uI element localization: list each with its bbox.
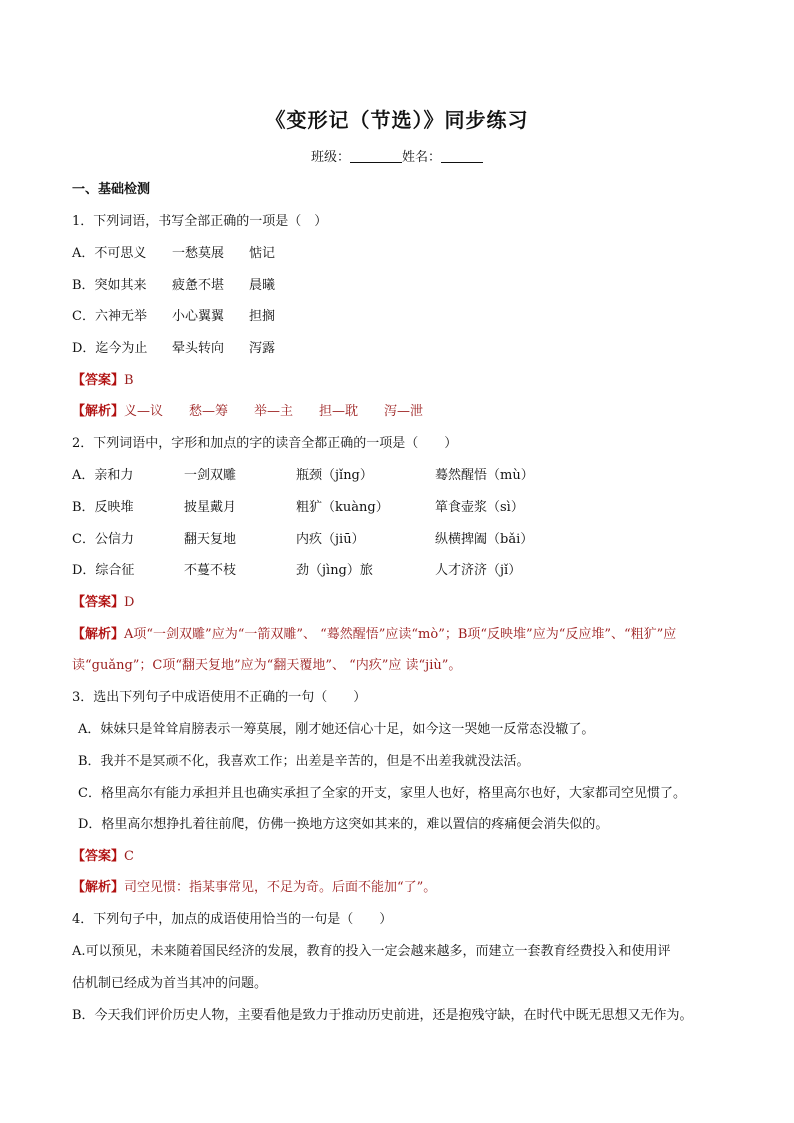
q1-option-a-w3: 惦记: [249, 246, 276, 261]
q1-stem: 1．下列词语，书写全部正确的一项是（ ）: [72, 214, 328, 229]
q1-option-a-w1: A．不可思义: [72, 246, 147, 261]
analysis-label: 【解析】: [72, 627, 125, 642]
q2-option-b-w1: B．反映堆: [72, 500, 134, 515]
answer-label: 【答案】: [72, 595, 125, 610]
answer-label: 【答案】: [72, 849, 125, 864]
name-blank: [441, 162, 483, 163]
q2-option-b-w4: 箪食壶浆（sì）: [435, 500, 524, 515]
q2-option-d-w1: D．综合征: [72, 563, 135, 578]
q1-option-a-w2: 一愁莫展: [172, 246, 225, 261]
q1-option-d-w1: D．迄今为止: [72, 341, 148, 356]
q1-option-d-w2: 晕头转向: [172, 341, 225, 356]
q2-option-d-w4: 人才济济（jǐ）: [435, 563, 522, 578]
q2-option-a-w3: 瓶颈（jǐng）: [296, 468, 373, 483]
q2-option-d-w2: 不蔓不枝: [184, 563, 237, 578]
name-label: 姓名：: [402, 150, 442, 165]
q3-option-b: B．我并不是冥顽不化，我喜欢工作；出差是辛苦的，但是不出差我就没法活。: [78, 754, 530, 769]
q2-stem: 2．下列词语中，字形和加点的字的读音全都正确的一项是（ ）: [72, 436, 458, 451]
q1-option-b-w1: B．突如其来: [72, 278, 147, 293]
q1-option-c-w3: 担搁: [249, 309, 276, 324]
q3-answer: [72, 845, 134, 864]
q2-option-c-w1: C．公信力: [72, 532, 134, 547]
q3-stem: 3．选出下列句子中成语使用不正确的一句（ ）: [72, 690, 367, 705]
q1-option-b-w2: 疲惫不堪: [172, 278, 225, 293]
q3-analysis: [72, 876, 436, 895]
q1-option-b-w3: 晨曦: [249, 278, 276, 293]
q1-option-c-w1: C．六神无举: [72, 309, 147, 324]
q4-option-b: B．今天我们评价历史人物，主要看他是致力于推动历史前进，还是抱残守缺，在时代中既无思想又无作为。: [72, 1008, 693, 1023]
q1-option-c-w2: 小心翼翼: [172, 309, 225, 324]
q2-option-b-w2: 披星戴月: [184, 500, 237, 515]
q2-option-d-w3: 劲（jìng）旅: [296, 563, 373, 578]
q3-option-a: A．妹妹只是耸耸肩膀表示一筹莫展，刚才她还信心十足，如今这一哭她一反常态没辙了。: [78, 722, 595, 737]
q4-option-a: A.可以预见，未来随着国民经济的发展，教育的投入一定会越来越多，而建立一套教育经费投入和使用评: [72, 944, 671, 959]
answer-value: B: [124, 373, 134, 388]
page-title: 《变形记（节选）》同步练习: [265, 108, 529, 132]
answer-value: C: [124, 849, 134, 864]
q2-option-a-w2: 一剑双雕: [184, 468, 237, 483]
analysis-label: 【解析】: [72, 880, 125, 895]
q3-option-d: D．格里高尔想挣扎着往前爬，仿佛一换地方这突如其来的，难以置信的疼痛便会消失似的。: [78, 817, 609, 832]
q2-analysis: [72, 623, 676, 642]
q2-analysis-cont: 读“guǎng”；C项“翻天复地”应为“翻天覆地”、 “内疚”应 读“jiù”。: [72, 658, 462, 673]
q2-option-c-w2: 翻天复地: [184, 532, 237, 547]
q2-option-a-w1: A．亲和力: [72, 468, 134, 483]
answer-value: D: [124, 595, 135, 610]
q2-option-c-w4: 纵横捭阖（bǎi）: [435, 532, 534, 547]
q2-option-a-w4: 蓦然醒悟（mù）: [435, 468, 534, 483]
analysis-label: 【解析】: [72, 404, 125, 419]
class-blank: [350, 162, 402, 163]
q4-option-a-cont: 估机制已经成为首当其冲的问题。: [72, 976, 268, 991]
answer-label: 【答案】: [72, 373, 125, 388]
analysis-text: 义—议 愁—筹 举—主 担—耽 泻—泄: [124, 404, 424, 419]
analysis-text: A项“一剑双雕”应为“一箭双雕”、 “蓦然醒悟”应读“mò”；B项“反映堆”应为“反应堆”、“粗犷”应: [124, 627, 677, 642]
analysis-text: 司空见惯：指某事常见，不足为奇。后面不能加“了”。: [124, 880, 437, 895]
q1-answer: [72, 369, 134, 388]
student-info: [0, 146, 794, 165]
class-label: 班级：: [310, 150, 350, 165]
q3-option-c: C．格里高尔有能力承担并且也确实承担了全家的开支，家里人也好，格里高尔也好，大家都司空见惯了。: [78, 786, 686, 801]
q2-option-b-w3: 粗犷（kuàng）: [296, 500, 389, 515]
q1-option-d-w3: 泻露: [249, 341, 276, 356]
q2-option-c-w3: 内疚（jiū）: [296, 532, 365, 547]
q4-stem: 4．下列句子中，加点的成语使用恰当的一句是（ ）: [72, 912, 393, 927]
section-heading: 一、基础检测: [72, 182, 151, 197]
q2-answer: [72, 591, 134, 610]
q1-analysis: [72, 400, 423, 419]
